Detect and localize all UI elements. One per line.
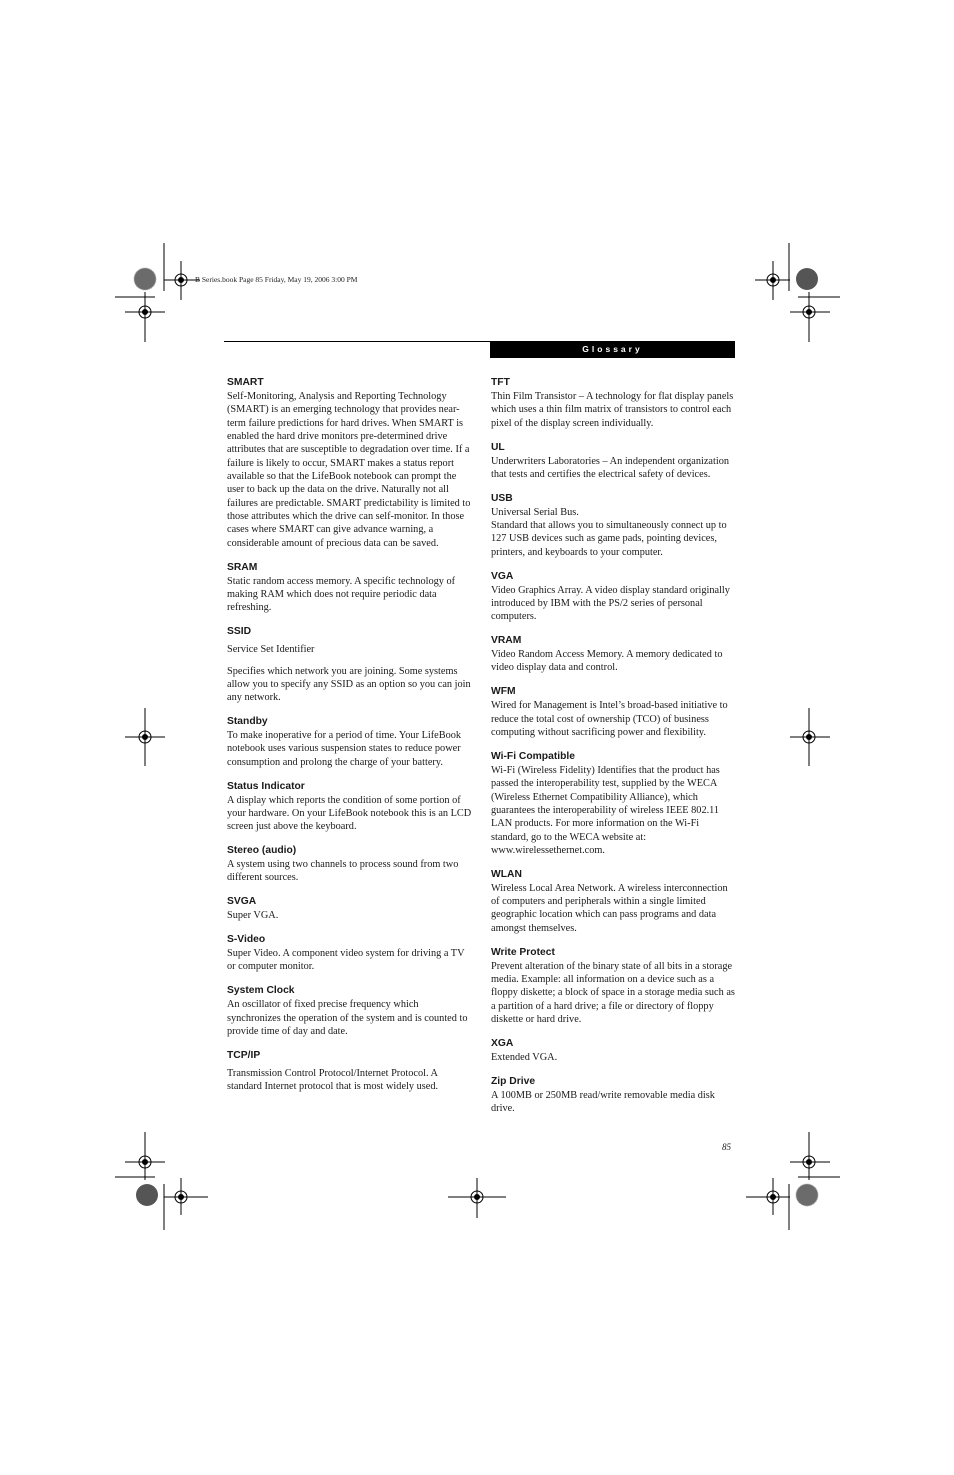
glossary-definition: Service Set Identifier: [227, 644, 315, 656]
glossary-term: Stereo (audio): [227, 845, 297, 857]
glossary-entry: [227, 1049, 473, 1094]
glossary-term: S-Video: [227, 934, 266, 946]
glossary-entry: [491, 685, 737, 739]
glossary-definition: Wi-Fi (Wireless Fidelity) Identifies that the product has passed the interoperability test, supplied by the WECA (Wireless Ethernet Compatibility Alliance), which guarantees the interoperability of wireless IEEE 802.11 LAN products. For more information on the Wi-Fi standard, go to the WECA website at: www.wirelessethernet.com.: [491, 764, 720, 856]
glossary-definition: Video Graphics Array. A video display standard originally introduced by IBM with the PS/2 series of personal computers.: [491, 584, 730, 623]
glossary-term: Wi-Fi Compatible: [491, 750, 575, 762]
glossary-definition: Wireless Local Area Network. A wireless interconnection of computers and peripherals within a single limited geographic location which can pass programs and data amongst themselves.: [491, 882, 728, 934]
glossary-definition: A 100MB or 250MB read/write removable media disk drive.: [491, 1089, 715, 1115]
glossary-definition: Extended VGA.: [491, 1051, 558, 1063]
glossary-entry: [491, 570, 737, 624]
glossary-term: SSID: [227, 626, 252, 638]
glossary-term: TCP/IP: [227, 1049, 261, 1061]
glossary-term: SRAM: [227, 561, 258, 573]
glossary-term: VRAM: [491, 635, 522, 647]
glossary-entry: [491, 441, 737, 482]
glossary-entry: [227, 984, 473, 1038]
glossary-entry: [491, 946, 737, 1027]
glossary-term: Zip Drive: [491, 1075, 536, 1087]
glossary-definition: Universal Serial Bus.: [491, 506, 579, 518]
header-rule: [224, 341, 490, 342]
glossary-entry: [227, 561, 473, 615]
right-column: [491, 376, 737, 1126]
glossary-entry: [491, 1075, 737, 1116]
glossary-entry: [227, 715, 473, 769]
glossary-definition: Super Video. A component video system for driving a TV or computer monitor.: [227, 948, 465, 973]
glossary-definition: Standard that allows you to simultaneously connect up to 127 USB devices such as game pads, pointing devices, printers, and keyboards to your computer.: [491, 520, 727, 558]
glossary-definition: Static random access memory. A specific technology of making RAM which does not require periodic data refreshing.: [227, 575, 456, 614]
glossary-entry: [227, 376, 473, 550]
glossary-definition: Self-Monitoring, Analysis and Reporting Technology (SMART) is an emerging technology that provides near-term failure predictions for hard drives. When SMART is enabled the hard drive monitors pre-determined drive attributes that are susceptible to degradation over time. If a failure is likely to occur, SMART makes a status report available so that the LifeBook notebook can prompt the user to back up the data on the drive. Naturally not all failures are predictable. SMART predictability is limited to those attributes which the drive can self-monitor. In those cases where SMART can give advance warning, a considerable amount of precious data can be saved.: [227, 391, 471, 549]
glossary-entry: [491, 634, 737, 675]
glossary-definition: Thin Film Transistor – A technology for flat display panels which uses a thin film matrix of transistors to control each pixel of the display screen individually.: [491, 391, 734, 429]
glossary-entry: [227, 780, 473, 834]
glossary-entry: [491, 376, 737, 430]
glossary-term: SMART: [227, 377, 264, 388]
glossary-term: XGA: [491, 1037, 514, 1049]
glossary-entry: [491, 868, 737, 935]
glossary-entry: [227, 625, 473, 704]
glossary-entry: [491, 750, 737, 857]
glossary-term: SVGA: [227, 896, 257, 908]
glossary-term: UL: [491, 441, 505, 453]
glossary-entry: [227, 895, 473, 922]
glossary-definition: Wired for Management is Intel’s broad-based initiative to reduce the total cost of ownership (TCO) of business computing without sacrificing power and flexibility.: [491, 700, 728, 738]
glossary-term: WLAN: [491, 868, 522, 880]
glossary-entry: [491, 1037, 737, 1064]
glossary-definition: Video Random Access Memory. A memory dedicated to video display data and control.: [491, 649, 723, 674]
glossary-definition: Underwriters Laboratories – An independent organization that tests and certifies the electrical safety of devices.: [491, 455, 729, 480]
paragraph-gap: [227, 657, 473, 665]
glossary-term: System Clock: [227, 985, 295, 997]
glossary-entry: [227, 844, 473, 885]
glossary-entry: [491, 492, 737, 559]
glossary-term: USB: [491, 492, 513, 504]
glossary-definition: Prevent alteration of the binary state of all bits in a storage media. Example: all information on a device such as a floppy diskette; a block of space in a storage media such as a partition of a hard drive; a file or directory of floppy diskette or hard drive.: [491, 960, 735, 1025]
glossary-term: Standby: [227, 716, 268, 728]
glossary-definition: A display which reports the condition of some portion of your hardware. On your LifeBook notebook this is an LCD screen just above the keyboard.: [227, 794, 472, 833]
left-column: [227, 376, 473, 1104]
glossary-term: VGA: [491, 570, 514, 582]
glossary-definition: To make inoperative for a period of time. Your LifeBook notebook uses various suspension states to reduce power consumption and prolong the charge of your battery.: [227, 730, 462, 768]
glossary-term: Status Indicator: [227, 780, 305, 792]
page-number: 85: [722, 1142, 731, 1152]
glossary-term: WFM: [491, 686, 516, 698]
glossary-entry: [227, 933, 473, 974]
print-slug: B Series.book Page 85 Friday, May 19, 2006 3:00 PM: [195, 275, 358, 284]
glossary-definition: Specifies which network you are joining. Some systems allow you to specify any SSID as an option so you can join any network.: [227, 665, 471, 704]
glossary-definition: A system using two channels to process sound from two different sources.: [227, 859, 459, 884]
glossary-definition: An oscillator of fixed precise frequency which synchronizes the operation of the system and is counted to provide time of day and date.: [227, 999, 468, 1037]
glossary-definition: Transmission Control Protocol/Internet Protocol. A standard Internet protocol that is most widely used.: [227, 1067, 439, 1093]
glossary-definition: Super VGA.: [227, 910, 279, 922]
glossary-term: TFT: [491, 377, 510, 388]
section-header: Glossary: [490, 341, 735, 358]
glossary-term: Write Protect: [491, 946, 555, 958]
